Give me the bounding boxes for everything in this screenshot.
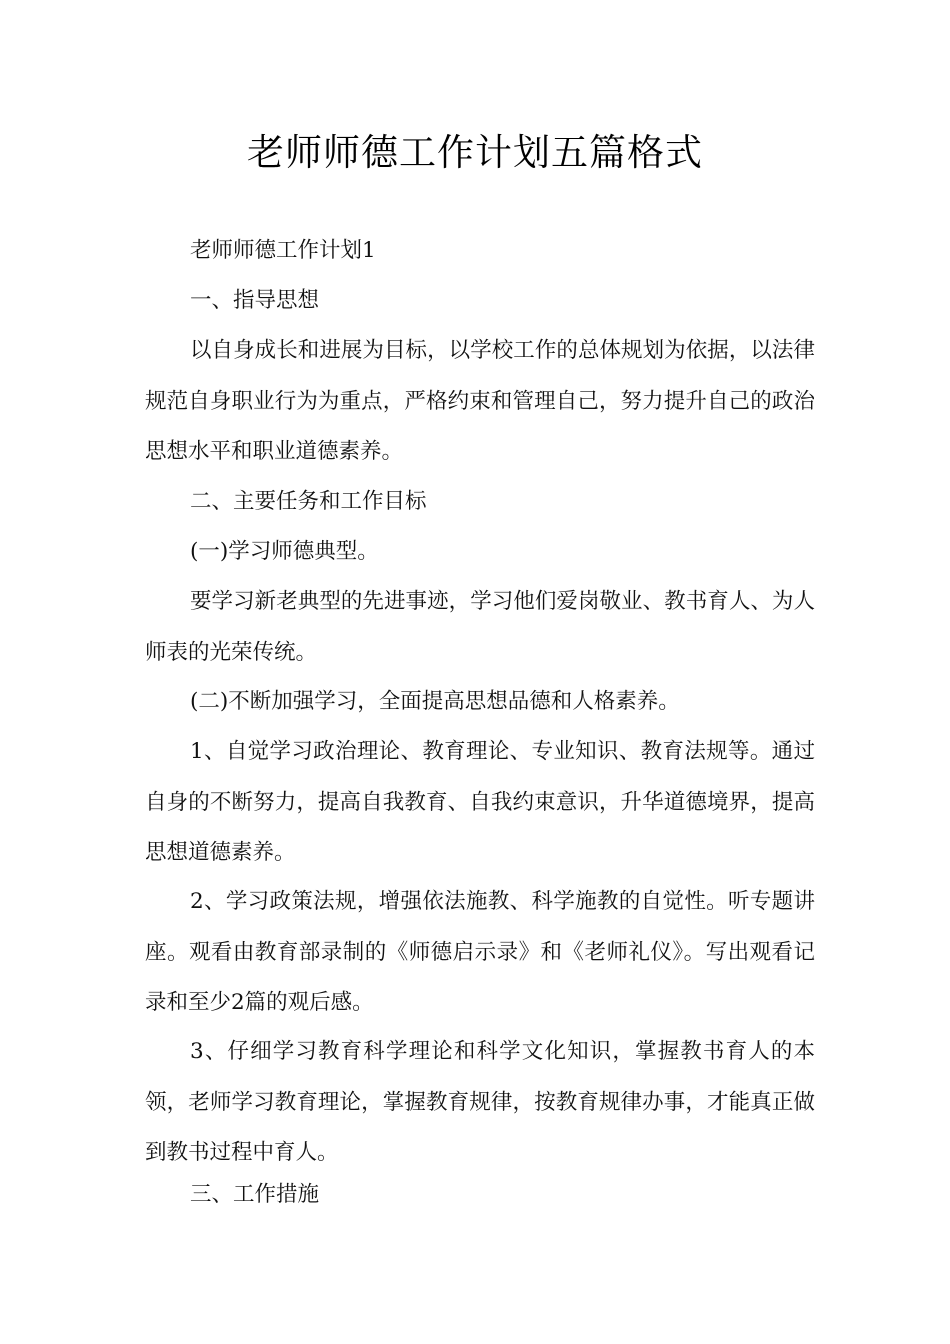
subheading-study-models: (一)学习师德典型。	[190, 539, 379, 564]
plan-heading: 老师师德工作计划1	[190, 238, 376, 263]
paragraph-guiding-thought: 以自身成长和进展为目标，以学校工作的总体规划为依据，以法律规范自身职业行为为重点，严格约束和管理自己，努力提升自己的政治思想水平和职业道德素养。	[145, 338, 815, 464]
list-item-3: 3、仔细学习教育科学理论和科学文化知识，掌握教书育人的本领，老师学习教育理论，掌握教育规律，按教育规律办事，才能真正做到教书过程中育人。	[145, 1039, 815, 1165]
subheading-strengthen-learning: (二)不断加强学习，全面提高思想品德和人格素养。	[190, 689, 680, 714]
section-heading-main-tasks: 二、主要任务和工作目标	[190, 489, 427, 514]
section-heading-guiding-thought: 一、指导思想	[190, 288, 320, 313]
paragraph-study-models: 要学习新老典型的先进事迹，学习他们爱岗敬业、教书育人、为人师表的光荣传统。	[145, 589, 815, 665]
list-item-1: 1、自觉学习政治理论、教育理论、专业知识、教育法规等。通过自身的不断努力，提高自我教育、自我约束意识，升华道德境界，提高思想道德素养。	[145, 739, 815, 865]
document-title: 老师师德工作计划五篇格式	[247, 131, 703, 174]
list-item-2: 2、学习政策法规，增强依法施教、科学施教的自觉性。听专题讲座。观看由教育部录制的《师德启示录》和《老师礼仪》。写出观看记录和至少2篇的观后感。	[145, 889, 815, 1015]
section-heading-measures: 三、工作措施	[190, 1182, 320, 1207]
